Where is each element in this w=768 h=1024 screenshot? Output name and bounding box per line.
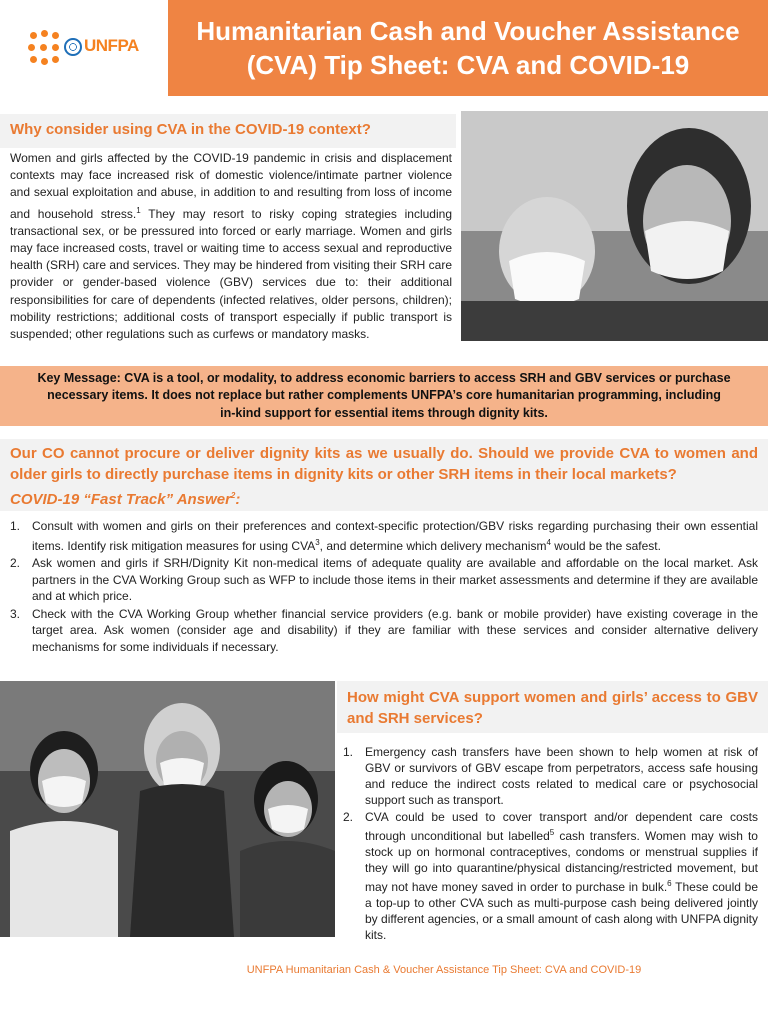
list-item bbox=[343, 809, 758, 943]
key-message-line-2: necessary items. It does not replace but rather complements UNFPA’s core humanitarian programming, including bbox=[47, 388, 721, 403]
section2-list bbox=[10, 518, 758, 656]
title-line-2: (CVA) Tip Sheet: CVA and COVID-19 bbox=[246, 50, 690, 80]
footnote-ref: 3 bbox=[315, 537, 320, 547]
page-footer: UNFPA Humanitarian Cash & Voucher Assistance Tip Sheet: CVA and COVID-19 bbox=[246, 964, 642, 976]
unfpa-logo bbox=[28, 28, 140, 68]
fast-track-colon: : bbox=[235, 491, 241, 508]
list-text: Emergency cash transfers have been shown to help women at risk of GBV or survivors of GBV escape from perpetrators, access safe housing and reduce the indirect costs related to medical care or psychosocial support such as transport. bbox=[365, 745, 758, 807]
fast-track-text: COVID-19 “Fast Track” Answer bbox=[10, 491, 231, 508]
fast-track-label bbox=[10, 485, 758, 511]
logo-dots bbox=[28, 28, 64, 68]
section1-body-part2: They may resort to risky coping strategies including transactional sex, or be pressured into forced or early marriage. Women and girls may face increased costs, travel or waiting time to access sexual and reproductive health (SRH) care and services. They may be hindered from visiting their SRH care provider or gender-based violence (GBV) services due to: their additional responsibilities for care of dependents (infected relatives, older persons, children); mobility restrictions; additional costs of transport especially if public transport is suspended; other regulations such as curfews or mandatory masks. bbox=[10, 206, 452, 342]
list-number: 2. bbox=[10, 556, 21, 570]
list-number: 1. bbox=[343, 745, 354, 759]
list-text: Ask women and girls if SRH/Dignity Kit non-medical items of adequate quality are available and affordable on the local market. Ask partners in the CVA Working Group such as WFP to include those items in their market assessments and determine if they are available and at which price. bbox=[32, 556, 758, 603]
list-number: 3. bbox=[10, 606, 21, 621]
list-text-a: Consult with women and girls on their preferences and context-specific protection/GBV risks regarding purchasing their own essential items. Identify risk mitigation measures for using CVA bbox=[32, 519, 758, 553]
section1-body bbox=[10, 150, 452, 343]
photo-illustration bbox=[461, 111, 768, 341]
list-text-c: would be the safest. bbox=[550, 538, 661, 553]
list-number: 2. bbox=[343, 810, 354, 824]
section2-heading-box bbox=[0, 439, 768, 511]
key-message-line-1: Key Message: CVA is a tool, or modality, to address economic barriers to access SRH and GBV services or purchase bbox=[37, 370, 731, 385]
list-number: 1. bbox=[10, 519, 21, 533]
footnote-ref: 1 bbox=[136, 205, 141, 215]
section2-question: Our CO cannot procure or deliver dignity kits as we usually do. Should we provide CVA to women and older girls to directly purchase items in dignity kits or other SRH items in their local markets? bbox=[10, 445, 758, 483]
footnote-ref: 4 bbox=[546, 537, 551, 547]
list-text-b: cash transfers. Women may wish to stock up on hormonal contraceptives, condoms or menstrual supplies if they will go into quarantine/physical distancing/restricted movement, but may not have money saved in order to purchase in bulk. bbox=[365, 829, 758, 894]
list-text: Check with the CVA Working Group whether financial service providers (e.g. bank or mobile provider) have existing coverage in the target area. Ask women (consider age and disability) if they are familiar with these services and consider alternative delivery mechanisms for some individuals if necessary. bbox=[32, 606, 758, 654]
photo-illustration bbox=[0, 681, 335, 937]
key-message-box bbox=[0, 366, 768, 426]
logo-text: UNFPA bbox=[84, 36, 139, 55]
photo-three-women-masks bbox=[0, 681, 335, 937]
list-text-c: These could be a top-up to other CVA such as multi-purpose cash being delivered jointly by different agencies, or a small amount of cash along with UNFPA dignity kits. bbox=[365, 880, 758, 942]
photo-mother-child-masks bbox=[461, 111, 768, 341]
section1-body-part1: Women and girls affected by the COVID-19 pandemic in crisis and displacement contexts may face increased risk of domestic violence/intimate partner violence and sexual exploitation and abuse, in addition to and resulting from loss of income and household stress. bbox=[10, 151, 452, 221]
footnote-ref: 2 bbox=[230, 491, 236, 500]
footnote-ref: 5 bbox=[549, 828, 555, 837]
title-line-1: Humanitarian Cash and Voucher Assistance bbox=[196, 16, 740, 46]
section3-heading: How might CVA support women and girls’ access to GBV and SRH services? bbox=[337, 681, 768, 733]
list-text-b: , and determine which delivery mechanism bbox=[319, 538, 547, 553]
list-item bbox=[10, 518, 758, 554]
list-text bbox=[365, 809, 758, 943]
list-text bbox=[32, 518, 758, 554]
section3-list bbox=[343, 744, 758, 944]
key-message-line-3: in-kind support for essential items through dignity kits. bbox=[220, 405, 548, 420]
section1-heading: Why consider using CVA in the COVID-19 context? bbox=[0, 114, 456, 148]
footnote-ref: 6 bbox=[667, 879, 672, 888]
list-item bbox=[10, 606, 758, 656]
list-item bbox=[10, 555, 758, 605]
title-banner bbox=[168, 0, 768, 96]
un-globe-icon bbox=[64, 38, 82, 56]
list-item bbox=[343, 744, 758, 808]
list-text-a: CVA could be used to cover transport and/or dependent care costs through unconditional but labelled bbox=[365, 810, 758, 843]
